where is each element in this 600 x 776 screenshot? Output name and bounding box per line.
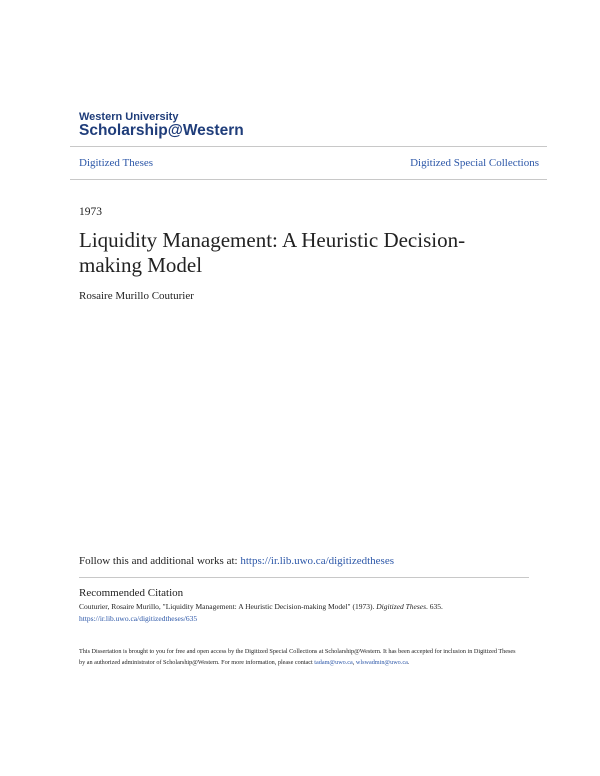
title-line-2: making Model — [79, 253, 203, 277]
follow-link[interactable]: https://ir.lib.uwo.ca/digitizedtheses — [240, 555, 395, 567]
citation-divider — [79, 577, 529, 578]
publication-year: 1973 — [79, 206, 102, 218]
digitized-special-collections-link[interactable]: Digitized Special Collections — [410, 157, 539, 169]
follow-line — [79, 555, 394, 567]
document-title — [79, 228, 499, 278]
citation-text: Couturier, Rosaire Murillo, "Liquidity Management: A Heuristic Decision-making Model" (1973). — [79, 602, 377, 611]
citation-number: . 635. — [426, 602, 443, 611]
digitized-theses-link[interactable]: Digitized Theses — [79, 157, 154, 169]
notice-end: . — [407, 658, 410, 666]
title-line-1: Liquidity Management: A Heuristic Decision- — [79, 228, 466, 252]
follow-label: Follow this and additional works at: — [79, 555, 241, 567]
citation-series: Digitized Theses — [376, 602, 427, 611]
citation-link[interactable]: https://ir.lib.uwo.ca/digitizedtheses/635 — [79, 614, 198, 623]
collections-divider — [70, 179, 547, 180]
access-notice — [79, 647, 519, 668]
repository-name[interactable]: Scholarship@Western — [79, 122, 244, 139]
header-divider — [70, 146, 547, 147]
citation-block — [79, 601, 519, 625]
author-name: Rosaire Murillo Couturier — [79, 290, 194, 302]
contact-email-2[interactable]: wlswadmin@uwo.ca — [355, 658, 408, 666]
notice-text: This Dissertation is brought to you for free and open access by the Digitized Special Collections at Scholarship@Western. It has been accepted for inclusion in Digitized Theses by an authorized administrator of Scholarship@Western. For more information, please contact — [79, 648, 516, 666]
notice-separator: , — [352, 658, 356, 666]
recommended-citation-heading: Recommended Citation — [79, 587, 184, 599]
contact-email-1[interactable]: tadam@uwo.ca — [314, 658, 353, 666]
institution-name: Western University — [79, 111, 179, 123]
